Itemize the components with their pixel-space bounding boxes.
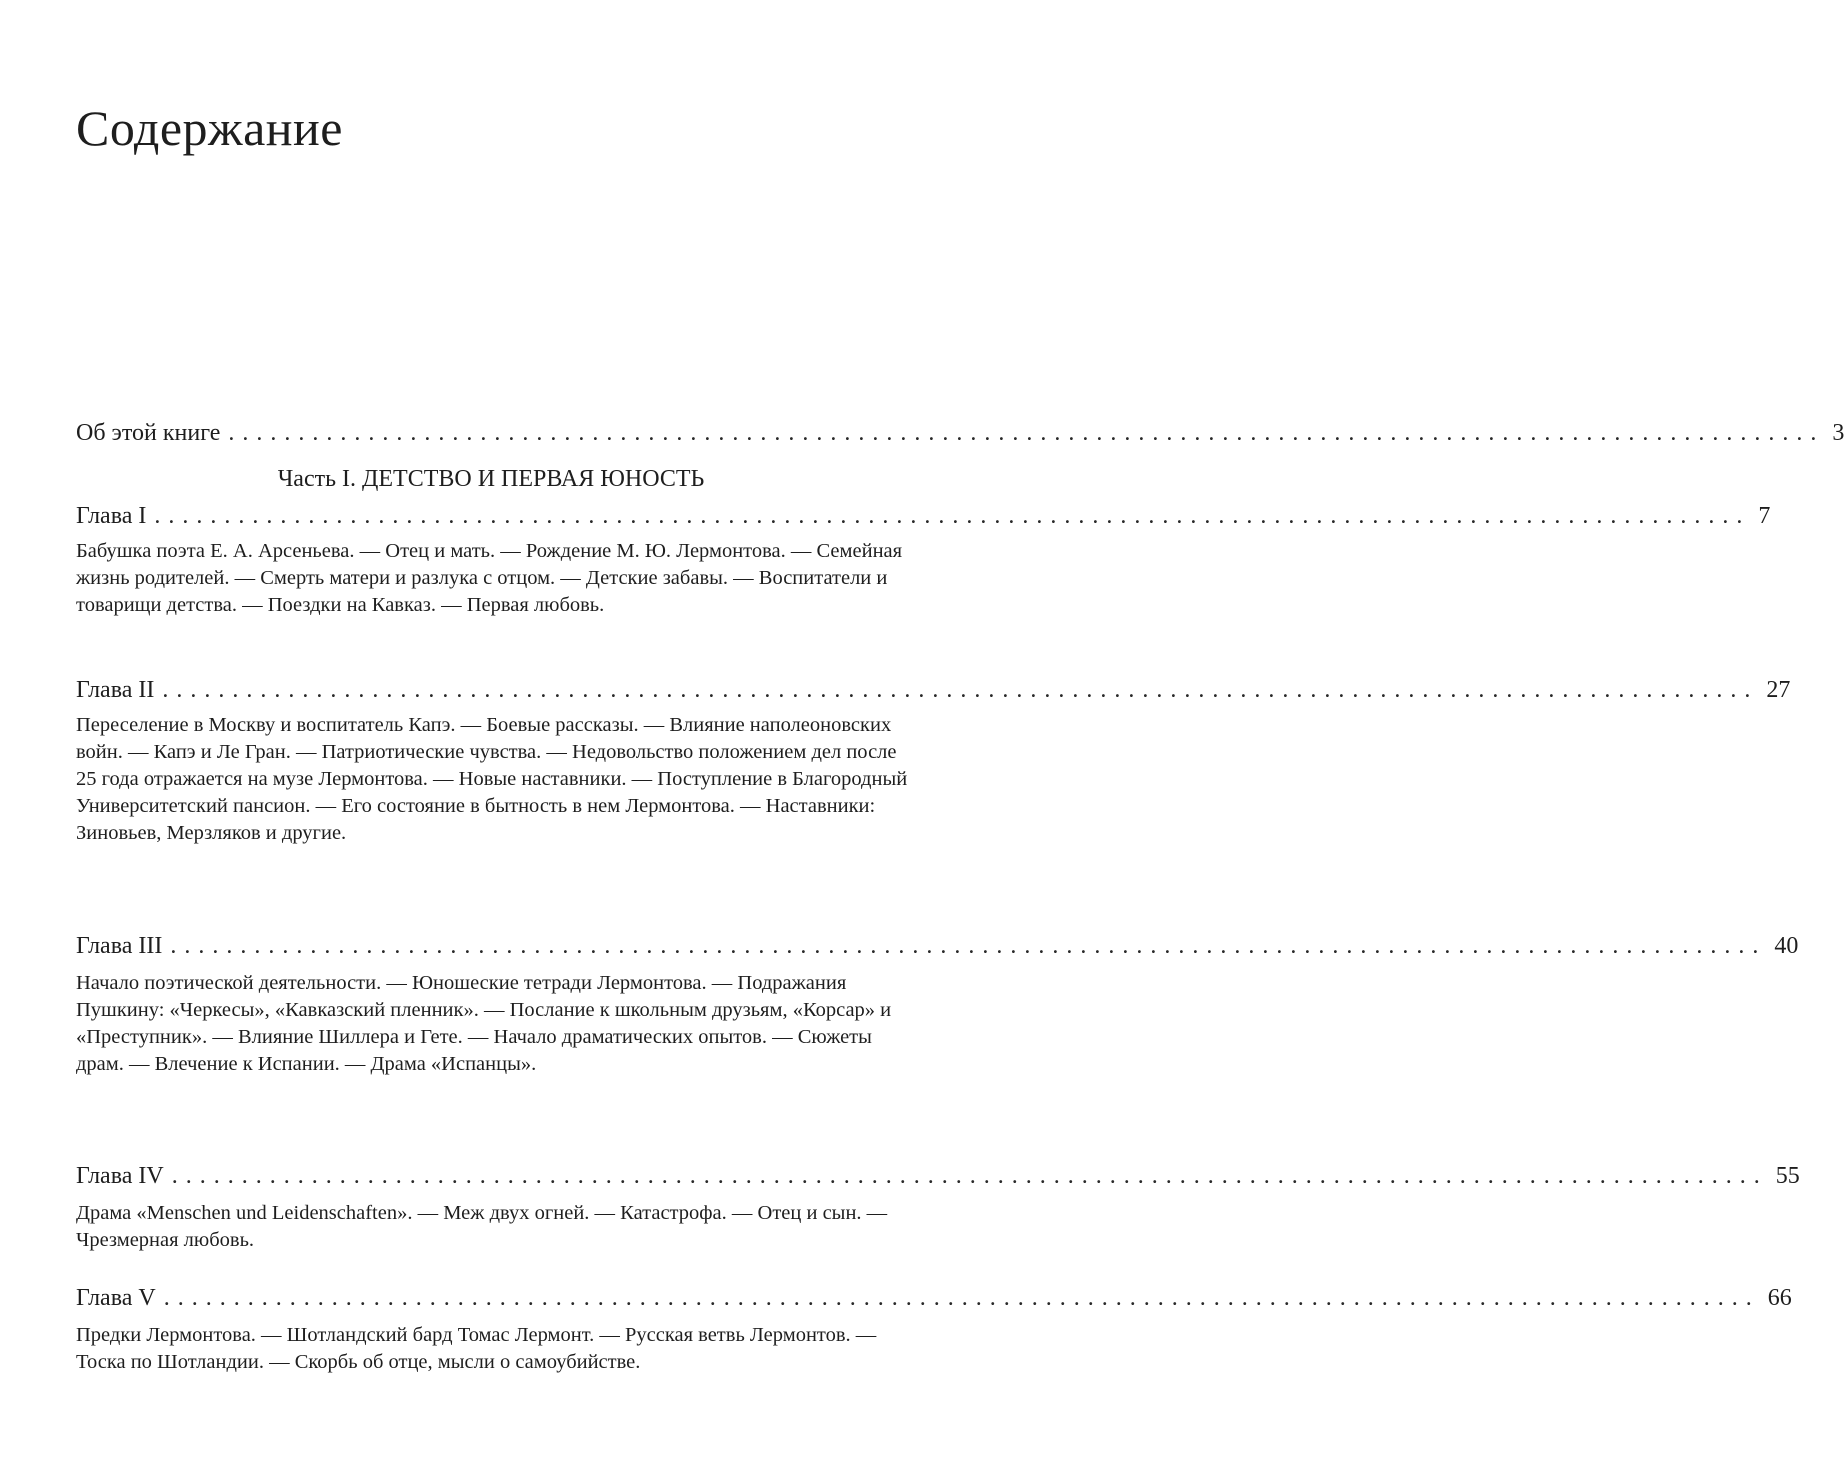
chapter-2-description: Переселение в Москву и воспитатель Капэ. — Боевые рассказы. — Влияние наполеоновских войн. — Капэ и Ле Гран. — Патриотические чувства. — Недовольство положением дел после 25 года отражается на музе Лермонтова. — Новые наставники. — Поступление в Благородный Университетский пансион. — Его состояние в бытность в нем Лермонтова. — Наставники: Зиновьев, Мерзляков и другие. (76, 714, 908, 844)
toc-page-number: 3 (1832, 420, 1844, 446)
dot-leader: .................................................................................................................. (162, 677, 1759, 703)
dot-leader: .................................................................................................................. (228, 420, 1825, 446)
toc-entry-label: Глава IV (76, 1163, 164, 1189)
dot-leader: .................................................................................................................. (163, 1285, 1760, 1311)
toc-entry-chapter-4[interactable] (76, 1159, 1800, 1193)
toc-entry-label: Глава I (76, 503, 147, 529)
toc-page-number: 55 (1775, 1163, 1800, 1189)
toc-page-number: 66 (1767, 1285, 1792, 1311)
toc-entry-label: Глава V (76, 1285, 156, 1311)
chapter-1-description: Бабушка поэта Е. А. Арсеньева. — Отец и мать. — Рождение М. Ю. Лермонтова. — Семейная жизнь родителей. — Смерть матери и разлука с отцом. — Детские забавы. — Воспитатели и товарищи детства. — Поездки на Кавказ. — Первая любовь. (76, 540, 903, 616)
toc-entry-label: Глава II (76, 677, 155, 703)
part-heading: Часть I. ДЕТСТВО И ПЕРВАЯ ЮНОСТЬ (277, 466, 705, 492)
toc-entry-chapter-5[interactable] (76, 1281, 1792, 1315)
toc-page-number: 40 (1774, 933, 1799, 959)
toc-page-number: 7 (1758, 503, 1771, 529)
toc-entry-label: Об этой книге (76, 420, 221, 446)
toc-entry-chapter-2[interactable] (76, 673, 1791, 707)
chapter-5-description: Предки Лермонтова. — Шотландский бард Томас Лермонт. — Русская ветвь Лермонтов. — Тоска по Шотландии. — Скорбь об отце, мысли о самоубийстве. (76, 1324, 877, 1373)
toc-entry-chapter-1[interactable] (76, 499, 1771, 533)
toc-entry-intro[interactable] (76, 416, 1844, 450)
dot-leader: .................................................................................................................. (154, 503, 1751, 529)
toc-entry-chapter-3[interactable] (76, 929, 1799, 963)
toc-page-number: 27 (1766, 677, 1791, 703)
toc-entry-label: Глава III (76, 933, 163, 959)
chapter-4-description: Драма «Menschen und Leidenschaften». — Меж двух огней. — Катастрофа. — Отец и сын. — Чрезмерная любовь. (76, 1202, 888, 1251)
dot-leader: .................................................................................................................. (171, 1163, 1768, 1189)
page-title: Содержание (76, 100, 343, 156)
chapter-3-description: Начало поэтической деятельности. — Юношеские тетради Лермонтова. — Подражания Пушкину: «Черкесы», «Кавказский пленник». — Послание к школьным друзьям, «Корсар» и «Преступник». — Влияние Шиллера и Гете. — Начало драматических опытов. — Сюжеты драм. — Влечение к Испании. — Драма «Испанцы». (76, 972, 892, 1075)
dot-leader: .................................................................................................................. (170, 933, 1767, 959)
